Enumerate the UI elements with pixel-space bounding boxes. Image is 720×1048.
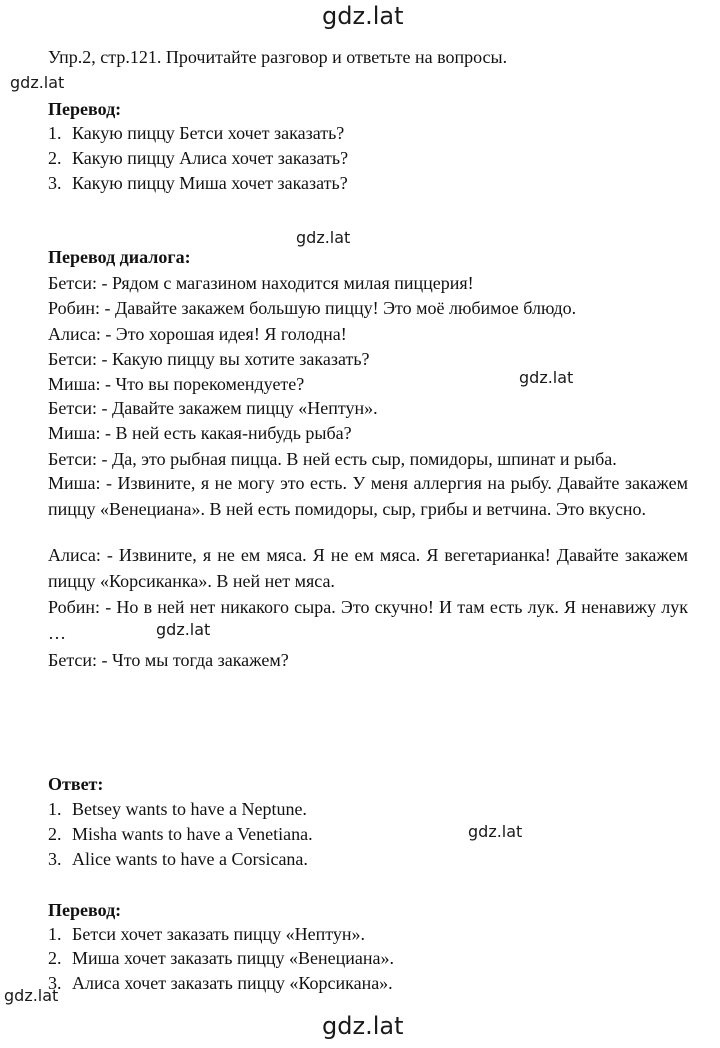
question-item	[48, 147, 348, 169]
questions-translation-heading: Перевод:	[48, 99, 122, 119]
dialogue-line: Бетси: - Что мы тогда закажем?	[48, 650, 289, 670]
dialogue-line: Миша: - В ней есть какая-нибудь рыба?	[48, 423, 352, 443]
answer-translation-text: Алиса хочет заказать пиццу «Корсикана».	[72, 973, 393, 993]
question-number: 1.	[48, 123, 62, 143]
answer-translation-text: Бетси хочет заказать пиццу «Нептун».	[72, 924, 365, 944]
answer-text: Betsey wants to have a Neptune.	[72, 799, 307, 819]
dialogue-line: Бетси: - Давайте закажем пиццу «Нептун».	[48, 398, 378, 418]
watermark: gdz.lat	[4, 986, 59, 1005]
answer-translation-item	[48, 947, 394, 969]
answer-translation-item	[48, 923, 365, 945]
watermark: gdz.lat	[468, 822, 523, 841]
question-item	[48, 122, 344, 144]
answer-translation-number: 2.	[48, 948, 62, 968]
dialogue-heading: Перевод диалога:	[48, 247, 191, 267]
answer-translation-number: 3.	[48, 973, 62, 993]
watermark-top: gdz.lat	[322, 2, 404, 30]
watermark-bottom: gdz.lat	[322, 1012, 404, 1040]
dialogue-line: Алиса: - Это хорошая идея! Я голодна!	[48, 324, 347, 344]
answer-text: Alice wants to have a Corsicana.	[72, 849, 308, 869]
dialogue-line: Робин: - Но в ней нет никакого сыра. Это скучно! И там есть лук. Я ненавижу лук …	[48, 597, 688, 643]
answer-item	[48, 848, 308, 870]
answer-heading: Ответ:	[48, 774, 104, 794]
answer-translation-text: Миша хочет заказать пиццу «Венециана».	[72, 948, 395, 968]
dialogue-line: Алиса: - Извините, я не ем мяса. Я не ем мяса. Я вегетарианка! Давайте закажем пиццу «Корсиканка». В ней нет мяса.	[48, 545, 688, 591]
dialogue-line: Робин: - Давайте закажем большую пиццу! Это моё любимое блюдо.	[48, 298, 577, 318]
question-number: 2.	[48, 148, 62, 168]
question-item	[48, 172, 348, 194]
dialogue-line: Бетси: - Да, это рыбная пицца. В ней есть сыр, помидоры, шпинат и рыба.	[48, 449, 617, 469]
watermark: gdz.lat	[296, 228, 351, 247]
question-number: 3.	[48, 173, 62, 193]
watermark: gdz.lat	[10, 73, 65, 92]
answer-item	[48, 823, 313, 845]
answer-number: 1.	[48, 799, 62, 819]
answer-number: 2.	[48, 824, 62, 844]
dialogue-line: Миша: - Извините, я не могу это есть. У меня аллергия на рыбу. Давайте закажем пиццу «Венециана». В ней есть помидоры, сыр, грибы и ветчина. Это вкусно.	[48, 473, 688, 519]
dialogue-line: Миша: - Что вы порекомендуете?	[48, 374, 305, 394]
answer-translation-number: 1.	[48, 924, 62, 944]
answer-translation-item	[48, 972, 393, 994]
dialogue-line: Бетси: - Рядом с магазином находится милая пиццерия!	[48, 273, 474, 293]
answer-translation-heading: Перевод:	[48, 900, 122, 920]
answer-number: 3.	[48, 849, 62, 869]
dialogue-line: Бетси: - Какую пиццу вы хотите заказать?	[48, 349, 370, 369]
question-text: Какую пиццу Бетси хочет заказать?	[72, 123, 345, 143]
question-text: Какую пиццу Алиса хочет заказать?	[72, 148, 349, 168]
question-text: Какую пиццу Миша хочет заказать?	[72, 173, 348, 193]
watermark: gdz.lat	[156, 620, 211, 639]
answer-text: Misha wants to have a Venetiana.	[72, 824, 313, 844]
watermark: gdz.lat	[519, 368, 574, 387]
task-title: Упр.2, стр.121. Прочитайте разговор и ответьте на вопросы.	[48, 47, 508, 67]
answer-item	[48, 798, 307, 820]
